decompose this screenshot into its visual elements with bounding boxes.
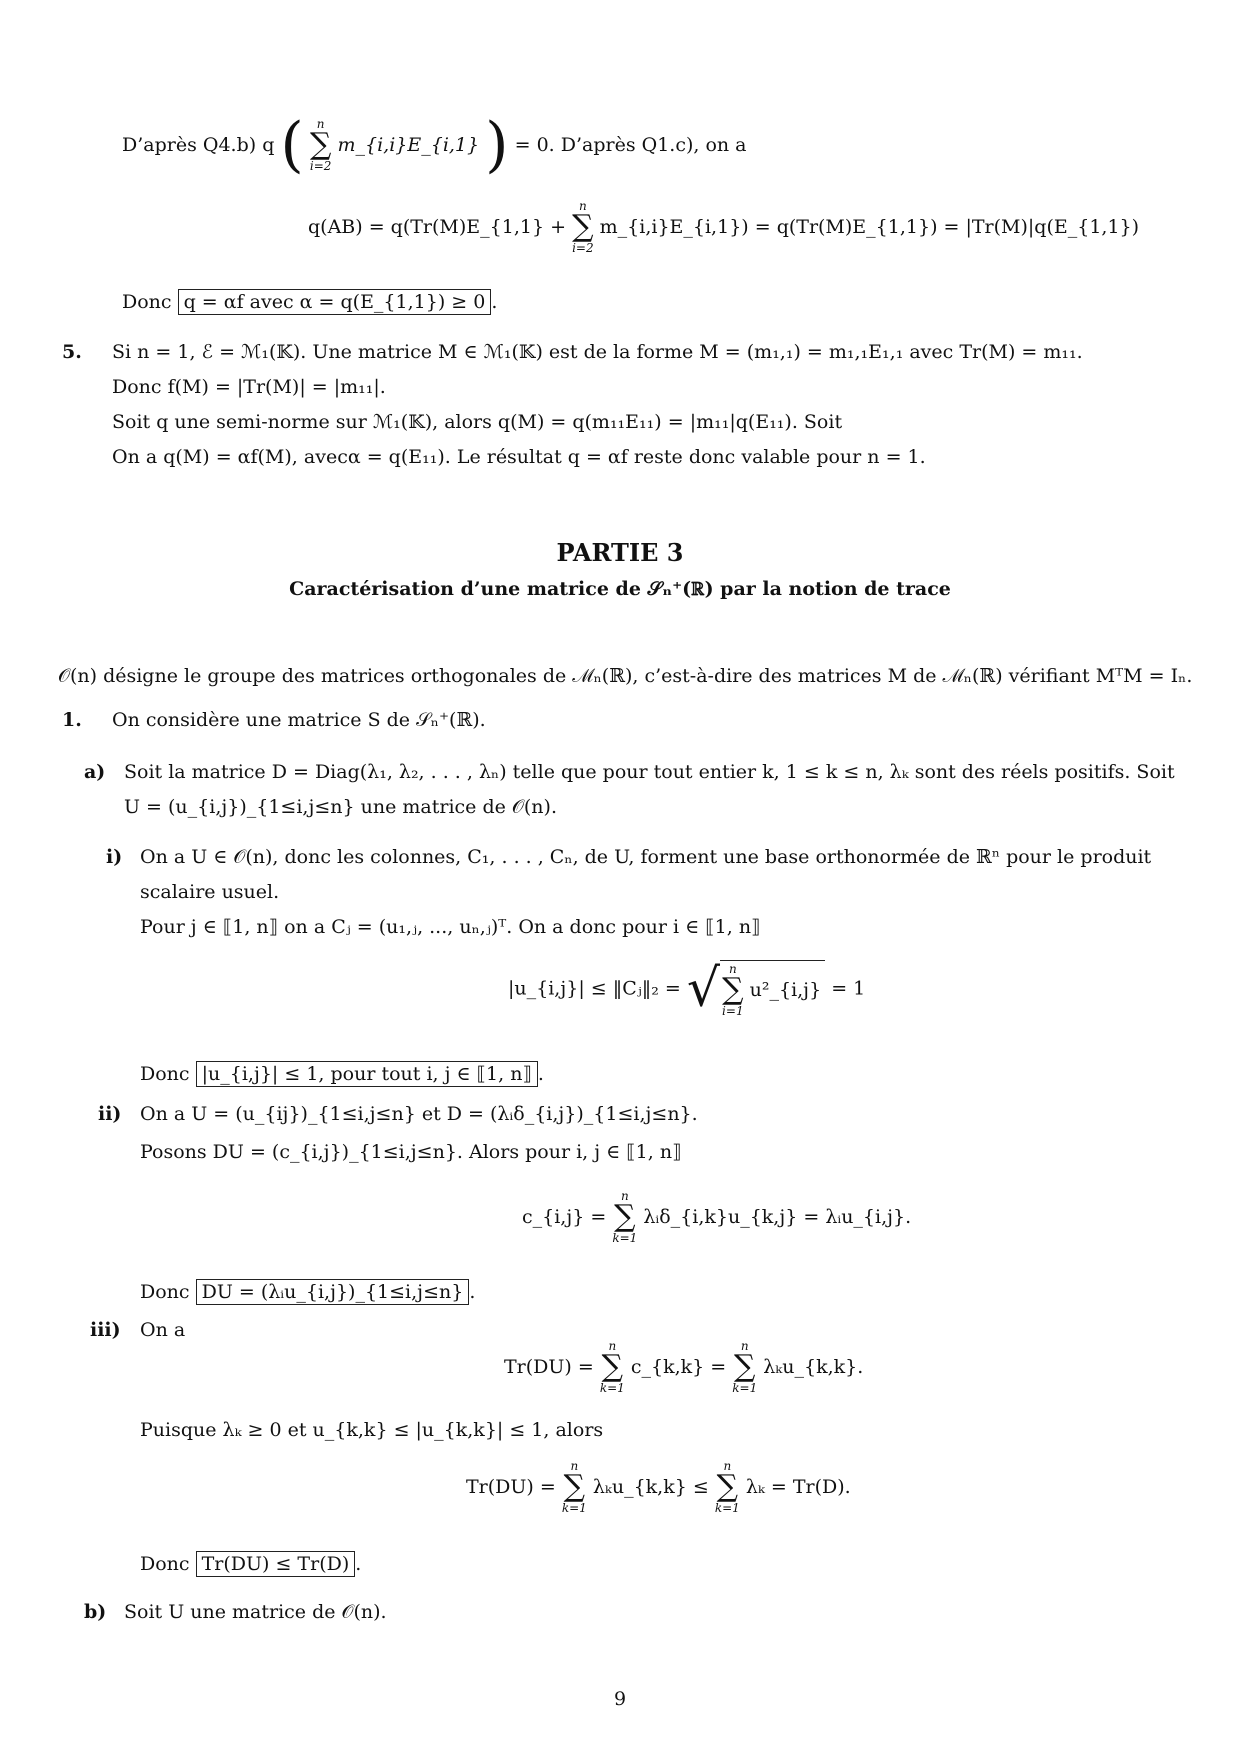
i-line-3: Pour j ∈ ⟦1, n⟧ on a Cⱼ = (u₁,ⱼ, ..., uₙ,ⱼ)ᵀ. On a donc pour i ∈ ⟦1, n⟧ xyxy=(140,916,761,938)
iii-eq1-left: Tr(DU) = xyxy=(504,1356,594,1378)
i-donc-line: Donc |u_{i,j}| ≤ 1, pour tout i, j ∈ ⟦1, n⟧ . xyxy=(140,1063,544,1085)
sum-symbol: n ∑ k=1 xyxy=(599,1339,625,1395)
q4b-sum-term: m_{i,i}E_{i,1} xyxy=(337,134,480,156)
part-subtitle: Caractérisation d’une matrice de 𝒮ₙ⁺(ℝ) par la notion de trace xyxy=(289,578,951,600)
sum-symbol: n ∑ k=1 xyxy=(714,1459,740,1515)
q1-number: 1. xyxy=(62,709,82,731)
iii-donc-line: Donc Tr(DU) ≤ Tr(D) . xyxy=(140,1553,362,1575)
square-root: √ n ∑ i=1 u²_{i,j} xyxy=(687,960,825,1017)
eq-qab xyxy=(308,200,1139,254)
donc-q-line: Donc q = αf avec α = q(E_{1,1}) ≥ 0 . xyxy=(122,291,498,313)
q1-text: On considère une matrice S de 𝒮ₙ⁺(ℝ). xyxy=(112,709,486,731)
ii-equation xyxy=(522,1190,911,1244)
sum-symbol: n ∑ k=1 xyxy=(561,1459,587,1515)
ii-line-2: Posons DU = (c_{i,j})_{1≤i,j≤n}. Alors pour i, j ∈ ⟦1, n⟧ xyxy=(140,1141,682,1163)
ii-eq-left: c_{i,j} = xyxy=(522,1206,607,1228)
q4b-prefix: D’après Q4.b) q xyxy=(122,134,275,156)
donc-label: Donc xyxy=(140,1281,190,1303)
iii-eq2-left: Tr(DU) = xyxy=(466,1476,556,1498)
i-line-1: On a U ∈ 𝒪(n), donc les colonnes, C₁, . . . , Cₙ, de U, forment une base orthonormée de ℝⁿ pour le produit xyxy=(140,846,1152,868)
eq-qab-left: q(AB) = q(Tr(M)E_{1,1} + xyxy=(308,216,567,238)
left-paren: ( xyxy=(280,110,304,180)
sum-symbol: n ∑ k=1 xyxy=(732,1339,758,1395)
page-number: 9 xyxy=(613,1688,627,1710)
a-line-2: U = (u_{i,j})_{1≤i,j≤n} une matrice de 𝒪(n). xyxy=(124,796,557,818)
orthogonal-definition: 𝒪(n) désigne le groupe des matrices orthogonales de ℳₙ(ℝ), c’est-à-dire des matrices M de ℳₙ(ℝ) vérifiant MᵀM = Iₙ. xyxy=(58,665,1193,687)
donc-label: Donc xyxy=(140,1063,190,1085)
q4b-line xyxy=(122,110,747,180)
iii-line-2: Puisque λₖ ≥ 0 et u_{k,k} ≤ |u_{k,k}| ≤ 1, alors xyxy=(140,1419,604,1441)
donc-label: Donc xyxy=(140,1553,190,1575)
ii-label: ii) xyxy=(98,1103,122,1125)
q5-number: 5. xyxy=(62,341,82,363)
a-line-1: Soit la matrice D = Diag(λ₁, λ₂, . . . , λₙ) telle que pour tout entier k, 1 ≤ k ≤ n, λₖ sont des réels positifs. Soit xyxy=(124,761,1175,783)
part-title: PARTIE 3 xyxy=(556,538,684,567)
i-equation xyxy=(508,960,865,1032)
right-paren: ) xyxy=(485,110,509,180)
iii-eq1-mid: c_{k,k} = xyxy=(630,1356,727,1378)
donc-label: Donc xyxy=(122,291,172,313)
i-label: i) xyxy=(106,846,123,868)
sum-symbol: n ∑ k=1 xyxy=(612,1189,638,1245)
sum-symbol: n ∑ i=2 xyxy=(572,199,594,255)
eq-qab-right: m_{i,i}E_{i,1}) = q(Tr(M)E_{1,1}) = |Tr(M)|q(E_{1,1}) xyxy=(599,216,1140,238)
i-line-2: scalaire usuel. xyxy=(140,881,280,903)
iii-eq1-right: λₖu_{k,k}. xyxy=(763,1356,864,1378)
boxed-result-q: q = αf avec α = q(E_{1,1}) ≥ 0 xyxy=(178,289,492,315)
q5-line-2: Donc f(M) = |Tr(M)| = |m₁₁|. xyxy=(112,376,386,398)
boxed-result-i: |u_{i,j}| ≤ 1, pour tout i, j ∈ ⟦1, n⟧ xyxy=(196,1061,538,1087)
b-line-1: Soit U une matrice de 𝒪(n). xyxy=(124,1601,387,1623)
boxed-result-ii: DU = (λᵢu_{i,j})_{1≤i,j≤n} xyxy=(196,1279,470,1305)
q5-line-3: Soit q une semi-norme sur ℳ₁(𝕂), alors q(M) = q(m₁₁E₁₁) = |m₁₁|q(E₁₁). Soit xyxy=(112,411,843,433)
iii-eq2-mid: λₖu_{k,k} ≤ xyxy=(592,1476,709,1498)
ii-donc-line: Donc DU = (λᵢu_{i,j})_{1≤i,j≤n} . xyxy=(140,1281,476,1303)
i-eq-right: = 1 xyxy=(831,977,866,1000)
iii-label: iii) xyxy=(90,1319,121,1341)
ii-line-1: On a U = (u_{ij})_{1≤i,j≤n} et D = (λᵢδ_{i,j})_{1≤i,j≤n}. xyxy=(140,1103,698,1125)
q5-line-4: On a q(M) = αf(M), avecα = q(E₁₁). Le résultat q = αf reste donc valable pour n = 1. xyxy=(112,446,926,468)
ii-eq-right: λᵢδ_{i,k}u_{k,j} = λᵢu_{i,j}. xyxy=(643,1206,912,1228)
iii-equation-1 xyxy=(504,1340,863,1394)
q5-line-1: Si n = 1, ℰ = ℳ₁(𝕂). Une matrice M ∈ ℳ₁(𝕂) est de la forme M = (m₁,₁) = m₁,₁E₁,₁ avec Tr(M) = m₁₁. xyxy=(112,341,1083,363)
b-label: b) xyxy=(84,1601,107,1623)
sum-symbol: n ∑ i=2 xyxy=(309,117,332,173)
iii-eq2-right: λₖ = Tr(D). xyxy=(745,1476,851,1498)
boxed-result-iii: Tr(DU) ≤ Tr(D) xyxy=(196,1551,356,1577)
iii-equation-2 xyxy=(466,1460,851,1514)
q4b-suffix: = 0. D’après Q1.c), on a xyxy=(514,134,747,156)
i-eq-left: |u_{i,j}| ≤ ‖Cⱼ‖₂ = xyxy=(508,977,681,1000)
iii-line-1: On a xyxy=(140,1319,186,1341)
a-label: a) xyxy=(84,761,106,783)
